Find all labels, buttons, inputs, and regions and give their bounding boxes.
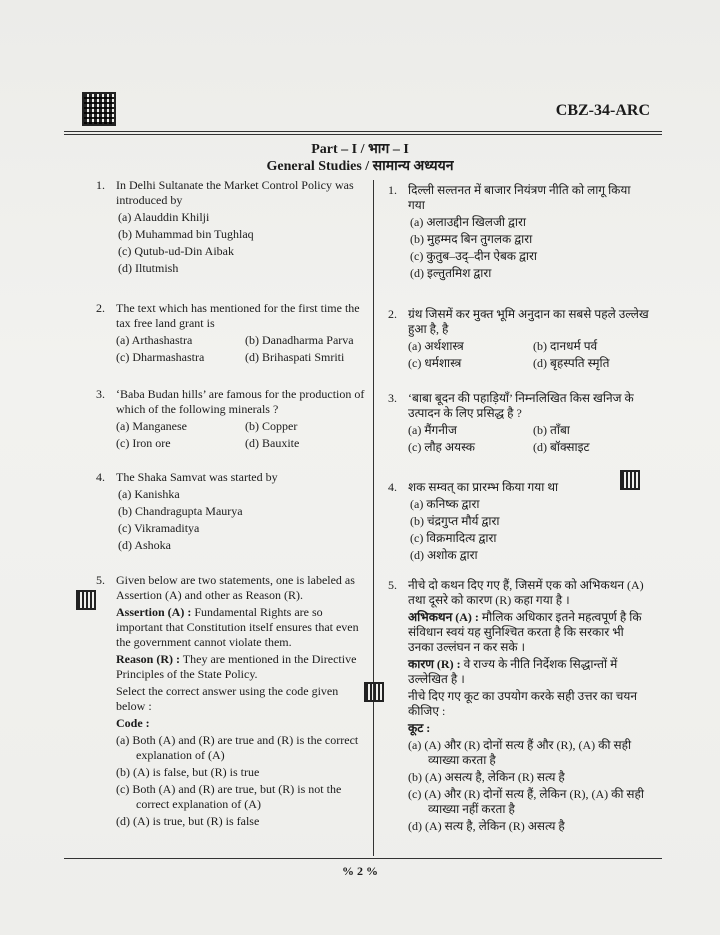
instruction: नीचे दिए गए कूट का उपयोग करके सही उत्तर का चयन कीजिए : — [408, 689, 637, 718]
question-text: नीचे दो कथन दिए गए हैं, जिसमें एक को अभिकथन (A) तथा दूसरे को कारण (R) कहा गया है । — [408, 578, 644, 607]
section-title: General Studies / सामान्य अध्ययन — [266, 159, 454, 174]
qr-code-icon — [620, 470, 640, 490]
option: (c) लौह अयस्क — [408, 440, 475, 454]
booklet-code: CBZ-34-ARC — [555, 102, 650, 119]
option: (c) विक्रमादित्य द्वारा — [410, 531, 497, 545]
assertion-label: अभिकथन (A) : — [408, 610, 479, 624]
option: (d) इल्तुतमिश द्वारा — [410, 266, 492, 280]
question-en-5: 5. Given below are two statements, one is labeled as Assertion (A) and other as Reason (R). Assertion (A) : Fundamental Rights are so important that Constitution itself ensures that even the government cannot violate them. Reason (R) : They are mentioned in the Directive Principles of the State Policy. Select the correct answer using the code given below : Code : (a) Both (A) and (R) are true and (R) is the correct explanation of (A) (b) (A) is false, but (R) is true (c) Both (A) and (R) are true, but (R) is not the correct explanation of (A) (d) (A) is true, but (R) is false — [96, 573, 366, 829]
option: (d) Bauxite — [245, 436, 300, 450]
code-label: Code : — [116, 716, 150, 730]
question-text: दिल्ली सल्तनत में बाजार नियंत्रण नीति को लागू किया गया — [408, 183, 631, 212]
part-title: Part – I / भाग – I — [311, 142, 409, 157]
option: (b) (A) is false, but (R) is true — [116, 765, 260, 779]
reason-text: वे राज्य के नीति निर्देशक सिद्धान्तों में उल्लेखित है । — [408, 657, 618, 686]
top-rule — [64, 134, 662, 135]
option: (c) Both (A) and (R) are true, but (R) is not the correct explanation of (A) — [116, 782, 342, 811]
question-text: In Delhi Sultanate the Market Control Policy was introduced by — [116, 178, 354, 207]
assertion-text: Fundamental Rights are so important that Constitution itself ensures that even the government cannot violate them. — [116, 605, 359, 649]
assertion-label: Assertion (A) : — [116, 605, 192, 619]
page-number: % 2 % — [342, 864, 378, 878]
option: (b) ताँबा — [533, 423, 570, 437]
question-text: ‘बाबा बूदन की पहाड़ियाँ’ निम्नलिखित किस खनिज के उत्पादन के लिए प्रसिद्ध है ? — [408, 391, 634, 420]
option: (b) Danadharma Parva — [245, 333, 354, 347]
option: (c) Dharmashastra — [116, 350, 205, 364]
question-en-2: 2. The text which has mentioned for the first time the tax free land grant is (a) Arthashastra (b) Danadharma Parva (c) Dharmashastra (d) Brihaspati Smriti — [96, 301, 366, 365]
option: (d) Ashoka — [118, 538, 171, 552]
column-divider — [373, 180, 374, 856]
option: (b) दानधर्म पर्व — [533, 339, 598, 353]
option: (a) Both (A) and (R) are true and (R) is the correct explanation of (A) — [116, 733, 359, 762]
option: (a) अलाउद्दीन खिलजी द्वारा — [410, 215, 526, 229]
option: (c) कुतुब–उद्–दीन ऐबक द्वारा — [410, 249, 538, 263]
option: (a) (A) और (R) दोनों सत्य हैं और (R), (A) की सही व्याख्या करता है — [408, 738, 632, 767]
option: (b) Copper — [245, 419, 298, 433]
option: (c) Iron ore — [116, 436, 171, 450]
bottom-rule — [64, 858, 662, 859]
reason-label: कारण (R) : — [408, 657, 461, 671]
option: (d) (A) is true, but (R) is false — [116, 814, 260, 828]
question-hi-5: 5. नीचे दो कथन दिए गए हैं, जिसमें एक को अभिकथन (A) तथा दूसरे को कारण (R) कहा गया है । अभिकथन (A) : मौलिक अधिकार इतने महत्वपूर्ण है कि संविधान स्वयं यह सुनिश्चित करता है कि सरकार भी उनका उल्लंघन न कर सके । कारण (R) : वे राज्य के नीति निर्देशक सिद्धान्तों में उल्लेखित है । नीचे दिए गए कूट का उपयोग करके सही उत्तर का चयन कीजिए : कूट : (a) (A) और (R) दोनों सत्य हैं और (R), (A) की सही व्याख्या करता है (b) (A) असत्य है, लेकिन (R) सत्य है (c) (A) और (R) दोनों सत्य हैं, लेकिन (R), (A) की सही व्याख्या नहीं करता है (d) (A) सत्य है, लेकिन (R) असत्य है — [388, 578, 650, 834]
option: (d) (A) सत्य है, लेकिन (R) असत्य है — [408, 819, 565, 833]
question-text: The Shaka Samvat was started by — [116, 470, 278, 484]
question-text: Given below are two statements, one is labeled as Assertion (A) and other as Reason (R). — [116, 573, 355, 602]
question-text: ग्रंथ जिसमें कर मुक्त भूमि अनुदान का सबसे पहले उल्लेख हुआ है, है — [408, 307, 649, 336]
option: (a) मैंगनीज — [408, 423, 457, 437]
option: (d) अशोक द्वारा — [410, 548, 478, 562]
question-hi-3: 3. ‘बाबा बूदन की पहाड़ियाँ’ निम्नलिखित किस खनिज के उत्पादन के लिए प्रसिद्ध है ? (a) मैंगनीज (b) ताँबा (c) लौह अयस्क (d) बॉक्साइट — [388, 391, 650, 455]
reason — [408, 657, 650, 687]
option: (b) चंद्रगुप्त मौर्य द्वारा — [410, 514, 500, 528]
question-text: ‘Baba Budan hills’ are famous for the production of which of the following minerals ? — [116, 387, 365, 416]
option: (d) Brihaspati Smriti — [245, 350, 345, 364]
question-hi-1: 1. दिल्ली सल्तनत में बाजार नियंत्रण नीति को लागू किया गया (a) अलाउद्दीन खिलजी द्वारा (b) मुहम्मद बिन तुगलक द्वारा (c) कुतुब–उद्–दीन ऐबक द्वारा (d) इल्तुतमिश द्वारा — [388, 183, 650, 281]
instruction: Select the correct answer using the code given below : — [116, 684, 339, 713]
option: (a) Kanishka — [118, 487, 180, 501]
option: (d) बॉक्साइट — [533, 440, 590, 454]
assertion — [116, 605, 366, 650]
option: (d) Iltutmish — [118, 261, 179, 275]
option: (b) मुहम्मद बिन तुगलक द्वारा — [410, 232, 533, 246]
option: (a) Manganese — [116, 419, 187, 433]
option: (c) Vikramaditya — [118, 521, 200, 535]
code-label: कूट : — [408, 721, 431, 735]
qr-code-icon — [82, 92, 116, 126]
assertion — [408, 610, 650, 655]
option: (a) अर्थशास्त्र — [408, 339, 464, 353]
option: (a) कनिष्क द्वारा — [410, 497, 480, 511]
option: (a) Alauddin Khilji — [118, 210, 210, 224]
qr-code-icon — [76, 590, 96, 610]
question-en-1: 1. In Delhi Sultanate the Market Control Policy was introduced by (a) Alauddin Khilji (b) Muhammad bin Tughlaq (c) Qutub-ud-Din Aibak (d) Iltutmish — [96, 178, 366, 276]
question-text: The text which has mentioned for the first time the tax free land grant is — [116, 301, 360, 330]
option: (c) धर्मशास्त्र — [408, 356, 462, 370]
option: (d) बृहस्पति स्मृति — [533, 356, 610, 370]
option: (c) (A) और (R) दोनों सत्य हैं, लेकिन (R), (A) की सही व्याख्या नहीं करता है — [408, 787, 645, 816]
question-en-4: 4. The Shaka Samvat was started by (a) Kanishka (b) Chandragupta Maurya (c) Vikramaditya (d) Ashoka — [96, 470, 366, 553]
reason — [116, 652, 366, 682]
question-text: शक सम्वत् का प्रारम्भ किया गया था — [408, 480, 559, 494]
question-hi-4: 4. शक सम्वत् का प्रारम्भ किया गया था (a) कनिष्क द्वारा (b) चंद्रगुप्त मौर्य द्वारा (c) विक्रमादित्य द्वारा (d) अशोक द्वारा — [388, 480, 618, 563]
assertion-text: मौलिक अधिकार इतने महत्वपूर्ण है कि संविधान स्वयं यह सुनिश्चित करता है कि सरकार भी उनका उल्लंघन न कर सके । — [408, 610, 642, 654]
question-en-3: 3. ‘Baba Budan hills’ are famous for the production of which of the following minerals ? (a) Manganese (b) Copper (c) Iron ore (d) Bauxite — [96, 387, 365, 450]
option: (a) Arthashastra — [116, 333, 193, 347]
option: (c) Qutub-ud-Din Aibak — [118, 244, 234, 258]
top-rule — [64, 131, 662, 132]
option: (b) Chandragupta Maurya — [118, 504, 243, 518]
option: (b) (A) असत्य है, लेकिन (R) सत्य है — [408, 770, 565, 784]
option: (b) Muhammad bin Tughlaq — [118, 227, 254, 241]
qr-code-icon — [364, 682, 384, 702]
question-hi-2: 2. ग्रंथ जिसमें कर मुक्त भूमि अनुदान का सबसे पहले उल्लेख हुआ है, है (a) अर्थशास्त्र (b) दानधर्म पर्व (c) धर्मशास्त्र (d) बृहस्पति स्मृति — [388, 307, 649, 370]
reason-text: They are mentioned in the Directive Principles of the State Policy. — [116, 652, 357, 681]
reason-label: Reason (R) : — [116, 652, 180, 666]
